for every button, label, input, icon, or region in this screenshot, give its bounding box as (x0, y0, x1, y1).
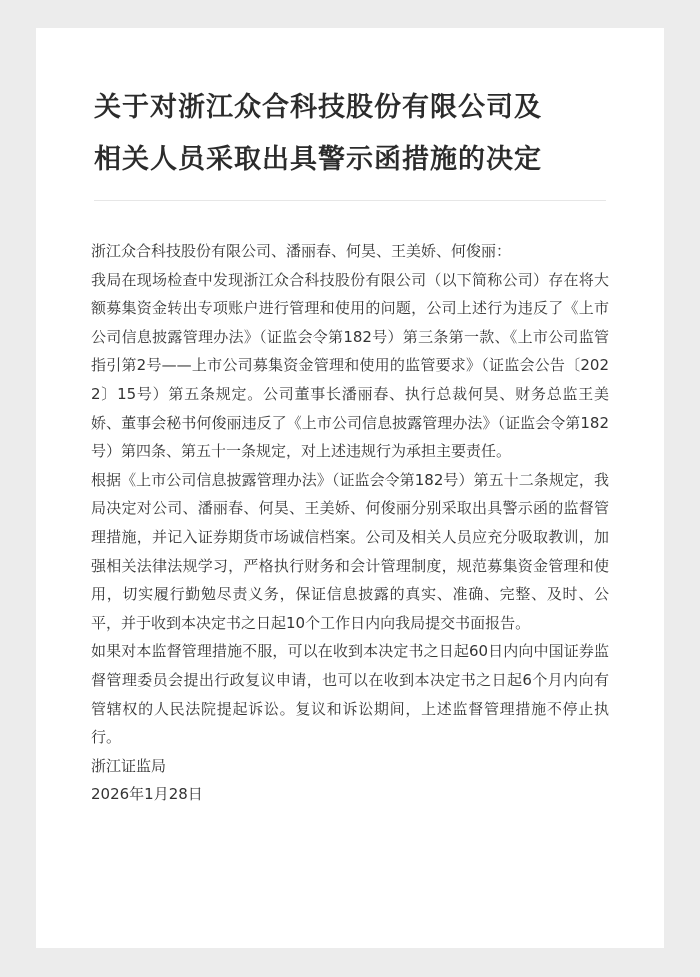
paragraph-decision: 根据《上市公司信息披露管理办法》（证监会令第182号）第五十二条规定，我局决定对公司、潘丽春、何昊、王美娇、何俊丽分别采取出具警示函的监督管理措施，并记入证券期货市场诚信档案。公司及相关人员应充分吸取教训，加强相关法律法规学习，严格执行财务和会计管理制度，规范募集资金管理和使用，切实履行勤勉尽责义务，保证信息披露的真实、准确、完整、及时、公平，并于收到本决定书之日起10个工作日内向我局提交书面报告。 (91, 470, 609, 632)
addressee: 浙江众合科技股份有限公司、潘丽春、何昊、王美娇、何俊丽： (91, 242, 512, 260)
document-card (36, 28, 664, 948)
issue-date: 2026年1月28日 (91, 785, 203, 804)
paragraph-appeal: 如果对本监督管理措施不服，可以在收到本决定书之日起60日内向中国证券监督管理委员会提出行政复议申请，也可以在收到本决定书之日起6个月内向有管辖权的人民法院提起诉讼。复议和诉讼期间，上述监督管理措施不停止执行。 (91, 642, 609, 747)
document-title (94, 82, 614, 186)
title-divider (94, 200, 606, 201)
document-title-line-2: 相关人员采取出具警示函措施的决定 (94, 144, 542, 175)
paragraph-findings: 我局在现场检查中发现浙江众合科技股份有限公司（以下简称公司）存在将大额募集资金转出专项账户进行管理和使用的问题，公司上述行为违反了《上市公司信息披露管理办法》（证监会令第182号）第三条第一款、《上市公司监管指引第2号——上市公司募集资金管理和使用的监管要求》（证监会公告〔2022〕15号）第五条规定。公司董事长潘丽春、执行总裁何昊、财务总监王美娇、董事会秘书何俊丽违反了《上市公司信息披露管理办法》（证监会令第182号）第四条、第五十一条规定，对上述违规行为承担主要责任。 (91, 270, 609, 461)
document-title-line-1: 关于对浙江众合科技股份有限公司及 (94, 92, 542, 123)
issuer: 浙江证监局 (91, 756, 167, 775)
document-body (91, 237, 609, 809)
